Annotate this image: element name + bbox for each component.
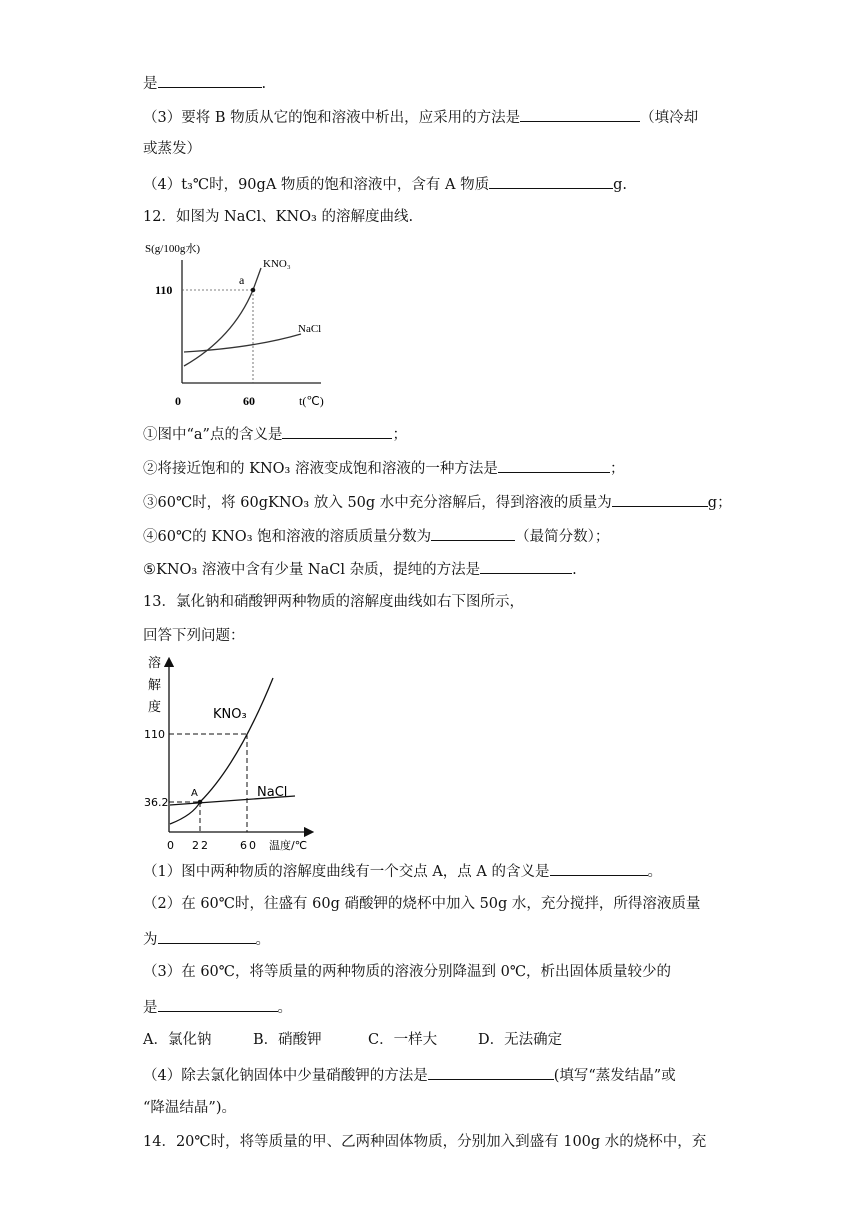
answer-blank[interactable] <box>428 1064 554 1080</box>
q13-part4-suffix: (填写“蒸发结晶”或 <box>553 1068 676 1084</box>
nacl-label: NaCl <box>298 323 322 335</box>
answer-blank[interactable] <box>480 558 572 574</box>
q13-part1-line <box>143 860 662 882</box>
q12-item-4-suffix: （最简分数）； <box>515 529 610 545</box>
q13-part3-suffix: 。 <box>277 1000 292 1016</box>
nacl-curve <box>184 334 301 352</box>
q13-stem: 13．氯化钠和硝酸钾两种物质的溶解度曲线如右下图所示， <box>143 594 524 610</box>
q13-part4-line <box>143 1064 676 1086</box>
kno3-label: KNO₃ <box>263 258 291 270</box>
q13-part1-suffix: 。 <box>647 864 662 880</box>
point-a <box>251 288 256 293</box>
answer-blank[interactable] <box>431 525 515 541</box>
q12-item-1-text: ①图中“a”点的含义是 <box>143 427 283 443</box>
q13-solubility-figure <box>143 652 333 855</box>
q12-item-4 <box>143 525 609 547</box>
q12-item-3-text: ③60℃时，将 60gKNO₃ 放入 50g 水中充分溶解后，得到溶液的质量为 <box>143 495 612 511</box>
q12-item-1 <box>143 423 407 445</box>
q11-part3-line <box>143 106 698 128</box>
answer-blank[interactable] <box>158 72 262 88</box>
x-tick-0: 0 <box>175 394 181 408</box>
q13-part4-text: （4）除去氯化钠固体中少量硝酸钾的方法是 <box>143 1068 428 1084</box>
q11-part3-text: （3）要将 B 物质从它的饱和溶液中析出，应采用的方法是 <box>143 110 521 126</box>
option-d[interactable]: D．无法确定 <box>478 1032 563 1048</box>
x-tick-0: 0 <box>167 839 174 852</box>
point-a-label: a <box>239 273 245 287</box>
answer-blank[interactable] <box>282 423 392 439</box>
q11-tail-suffix: . <box>261 76 267 92</box>
q13-part2-prefix: 为 <box>143 932 158 948</box>
q12-item-2-text: ②将接近饱和的 KNO₃ 溶液变成饱和溶液的一种方法是 <box>143 461 498 477</box>
q13-part3-cont <box>143 996 292 1018</box>
q11-part4-suffix: g. <box>613 177 627 193</box>
q12-item-1-suffix: ； <box>392 427 407 443</box>
point-A <box>198 800 203 805</box>
q13-part2-suffix: 。 <box>255 932 270 948</box>
y-label-char-3: 度 <box>148 700 162 715</box>
y-axis-label: S(g/100g水) <box>145 243 200 255</box>
q11-part4-text: （4）t₃℃时，90gA 物质的饱和溶液中，含有 A 物质 <box>143 177 490 193</box>
q13-part4-continuation: “降温结晶”)。 <box>143 1100 236 1116</box>
q13-part2-line: （2）在 60℃时，往盛有 60g 硝酸钾的烧杯中加入 50g 水，充分搅拌，所得溶液质量 <box>143 896 701 912</box>
q12-stem: 12．如图为 NaCl、KNO₃ 的溶解度曲线. <box>143 209 414 225</box>
q12-item-5-suffix: . <box>572 562 577 578</box>
q12-item-2-suffix: ； <box>609 461 625 477</box>
q12-item-4-text: ④60℃的 KNO₃ 饱和溶液的溶质质量分数为 <box>143 529 432 545</box>
q11-part4-line <box>143 173 627 195</box>
answer-blank[interactable] <box>498 457 610 473</box>
q13-part3-line: （3）在 60℃，将等质量的两种物质的溶液分别降温到 0℃，析出固体质量较少的 <box>143 964 672 980</box>
q13-stem-2: 回答下列问题： <box>143 628 245 644</box>
answer-blank[interactable] <box>489 173 613 189</box>
x-tick-60: 60 <box>240 839 258 852</box>
y-label-char-2: 解 <box>148 678 162 693</box>
q13-part2-cont <box>143 928 270 950</box>
answer-blank[interactable] <box>550 860 648 876</box>
q12-item-3 <box>143 491 732 513</box>
nacl-label: NaCl <box>257 785 288 800</box>
q11-part3-continuation: 或蒸发） <box>143 141 201 157</box>
y-tick-36-2: 36.2 <box>144 796 169 809</box>
q12-item-5 <box>143 558 577 580</box>
option-c[interactable]: C．一样大 <box>368 1032 438 1048</box>
y-tick-110: 110 <box>144 728 165 741</box>
q13-options <box>143 1030 562 1050</box>
answer-blank[interactable] <box>158 996 278 1012</box>
q12-item-2 <box>143 457 624 479</box>
q11-tail-prefix: 是 <box>143 76 158 92</box>
q13-part1-text: （1）图中两种物质的溶解度曲线有一个交点 A，点 A 的含义是 <box>143 864 550 880</box>
x-tick-22: 22 <box>192 839 210 852</box>
kno3-label: KNO₃ <box>213 707 247 722</box>
q12-solubility-figure <box>143 238 343 413</box>
answer-blank[interactable] <box>612 491 708 507</box>
x-axis-label: 温度/℃ <box>269 839 308 852</box>
y-label-char-1: 溶 <box>148 656 162 671</box>
x-tick-60: 60 <box>243 394 255 408</box>
option-a[interactable]: A．氯化钠 <box>143 1032 212 1048</box>
answer-blank[interactable] <box>520 106 640 122</box>
y-tick-110: 110 <box>155 283 173 297</box>
q14-stem: 14．20℃时，将等质量的甲、乙两种固体物质，分别加入到盛有 100g 水的烧杯中，充 <box>143 1134 707 1150</box>
point-A-label: A <box>191 788 198 799</box>
x-axis-label: t(℃) <box>299 394 324 408</box>
q12-item-3-suffix: g； <box>707 495 732 511</box>
q12-item-5-text: ⑤KNO₃ 溶液中含有少量 NaCl 杂质，提纯的方法是 <box>143 562 481 578</box>
q11-tail-line <box>143 72 266 94</box>
answer-blank[interactable] <box>158 928 256 944</box>
q11-part3-suffix: （填冷却 <box>640 110 699 126</box>
q13-part3-prefix: 是 <box>143 1000 158 1016</box>
option-b[interactable]: B．硝酸钾 <box>253 1032 322 1048</box>
